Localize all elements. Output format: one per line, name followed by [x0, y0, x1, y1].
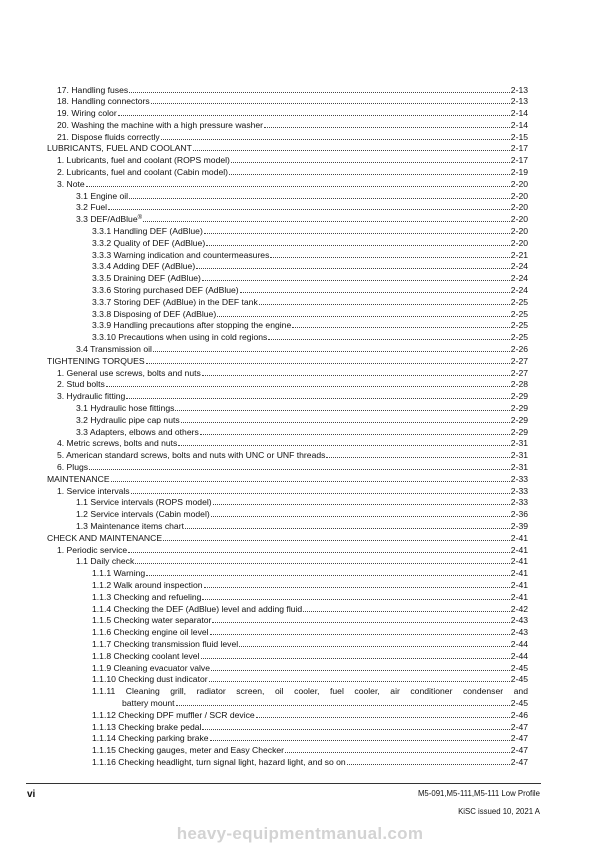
toc-entry[interactable] [47, 497, 528, 509]
toc-entry-page: 2-20 [510, 190, 528, 201]
toc-entry[interactable] [47, 579, 528, 591]
issue-info: KiSC issued 10, 2021 A [458, 807, 540, 816]
toc-entry-page: 2-41 [510, 591, 528, 602]
dot-leader [204, 579, 510, 588]
toc-entry-page: 2-27 [510, 355, 528, 366]
dot-leader [129, 190, 510, 199]
toc-entry-page: 2-39 [510, 520, 528, 531]
toc-entry-title [57, 450, 325, 462]
toc-entry[interactable] [47, 532, 528, 544]
toc-entry[interactable] [47, 308, 528, 320]
toc-entry-title [47, 143, 192, 155]
toc-entry[interactable] [47, 119, 528, 131]
toc-entry-title [92, 332, 267, 344]
toc-entry[interactable] [47, 178, 528, 190]
toc-entry-title-text: MAINTENANCE [47, 473, 110, 484]
toc-entry-title [92, 604, 302, 616]
toc-entry-title [76, 214, 142, 226]
dot-leader [231, 155, 510, 164]
toc-entry-title [76, 202, 107, 214]
toc-entry-page: 2-15 [510, 131, 528, 142]
toc-entry-title [92, 615, 211, 627]
toc-entry-title [92, 580, 203, 592]
toc-entry-page: 2-33 [510, 497, 528, 508]
toc-entry[interactable] [47, 96, 528, 108]
dot-leader [202, 273, 510, 282]
toc-entry-title [57, 486, 130, 498]
dot-leader [185, 520, 510, 529]
dot-leader [209, 674, 510, 683]
dot-leader [143, 214, 510, 223]
toc-entry[interactable] [47, 520, 528, 532]
toc-entry[interactable] [47, 355, 528, 367]
toc-entry-title [92, 757, 346, 769]
toc-entry-title [92, 250, 269, 262]
toc-entry-title [92, 639, 238, 651]
toc-entry-page: 2-47 [510, 733, 528, 744]
toc-entry-title [57, 120, 263, 132]
toc-entry-page: 2-29 [510, 414, 528, 425]
toc-entry[interactable] [47, 320, 528, 332]
toc-entry-page: 2-29 [510, 391, 528, 402]
toc-entry-page: 2-29 [510, 426, 528, 437]
toc-entry[interactable] [47, 261, 528, 273]
toc-entry-page: 2-42 [510, 603, 528, 614]
toc-entry-page: 2-41 [510, 532, 528, 543]
toc-entry[interactable] [47, 733, 528, 745]
toc-entry-title-text: 2. Lubricants, fuel and coolant (Cabin model) [57, 167, 229, 178]
dot-leader [151, 96, 510, 105]
dot-leader [129, 84, 510, 93]
toc-entry-title [57, 179, 85, 191]
dot-leader [347, 756, 510, 765]
toc-entry-title [76, 427, 199, 439]
dot-leader [163, 532, 510, 541]
toc-entry-page: 2-43 [510, 615, 528, 626]
dot-leader [146, 355, 510, 364]
toc-entry-page: 2-31 [510, 450, 528, 461]
dot-leader [106, 379, 510, 388]
toc-entry-page: 2-25 [510, 296, 528, 307]
toc-entry-page: 2-13 [510, 84, 528, 95]
toc-entry[interactable] [47, 249, 528, 261]
toc-entry-title [76, 403, 174, 415]
dot-leader [212, 615, 509, 624]
dot-leader [202, 367, 510, 376]
toc-entry-title [57, 108, 117, 120]
dot-leader [135, 556, 510, 565]
toc-entry-title-text: 3.3.1 Handling DEF (AdBlue) [92, 226, 203, 237]
toc-entry[interactable] [47, 344, 528, 356]
dot-leader [211, 662, 510, 671]
dot-leader [240, 285, 510, 294]
dot-leader [196, 261, 510, 270]
toc-entry[interactable] [47, 638, 528, 650]
toc-entry-title [92, 273, 201, 285]
dot-leader [285, 745, 510, 754]
toc-entry-title [47, 474, 110, 486]
model-list: M5-091,M5-111,M5-111 Low Profile [417, 789, 540, 798]
toc-entry-page: 2-28 [510, 379, 528, 390]
toc-entry-title-text: 18. Handling connectors [57, 96, 150, 107]
dot-leader [146, 568, 510, 577]
toc-entry-title-text: 1.1.10 Checking dust indicator [92, 674, 208, 685]
toc-entry-page: 2-24 [510, 273, 528, 284]
toc-entry-title-text: 1.1 Service intervals (ROPS model) [76, 497, 212, 508]
toc-entry-title [92, 261, 195, 273]
toc-entry-title-text: 1. Service intervals [57, 485, 130, 496]
dot-leader [89, 462, 510, 471]
dot-leader [268, 332, 509, 341]
dot-leader [229, 167, 510, 176]
toc-entry[interactable] [47, 202, 528, 214]
dot-leader [202, 591, 509, 600]
toc-entry-title [76, 497, 212, 509]
dot-leader [86, 178, 510, 187]
toc-entry-page: 2-19 [510, 167, 528, 178]
toc-entry-page: 2-17 [510, 143, 528, 154]
toc-entry[interactable] [47, 237, 528, 249]
toc-entry-title [57, 391, 125, 403]
toc-entry-title [76, 521, 184, 533]
toc-entry[interactable] [47, 403, 528, 415]
toc-entry-title-text: 1.1 Daily check [76, 556, 135, 567]
toc-entry[interactable] [47, 674, 528, 686]
toc-entry[interactable] [47, 367, 528, 379]
dot-leader [217, 308, 510, 317]
toc-entry-title-text: 1.3 Maintenance items chart [76, 520, 184, 531]
toc-entry[interactable] [47, 709, 528, 721]
toc-entry-page: 2-25 [510, 320, 528, 331]
toc-entry[interactable] [47, 603, 528, 615]
toc-entry[interactable] [47, 131, 528, 143]
toc-entry-title-text: 3.3 DEF/AdBlue [76, 214, 138, 225]
toc-entry[interactable] [47, 167, 528, 179]
toc-entry-title-text: 1.1.15 Checking gauges, meter and Easy Checker [92, 745, 285, 756]
toc-entry-title-text: 3.3.2 Quality of DEF (AdBlue) [92, 237, 206, 248]
toc-entry-title [76, 415, 180, 427]
toc-entry[interactable] [47, 332, 528, 344]
toc-entry-page: 2-33 [510, 473, 528, 484]
toc-entry-title [92, 674, 208, 686]
dot-leader [128, 544, 510, 553]
toc-entry-page: 2-29 [510, 403, 528, 414]
dot-leader [118, 108, 510, 117]
dot-leader [161, 131, 510, 140]
toc-entry[interactable] [47, 379, 528, 391]
toc-entry-title [92, 733, 209, 745]
toc-entry-title [92, 722, 201, 734]
toc-entry[interactable] [47, 556, 528, 568]
toc-entry-title-text: 1.1.3 Checking and refueling [92, 591, 202, 602]
toc-entry-title [57, 85, 128, 97]
toc-entry-page: 2-31 [510, 438, 528, 449]
toc-entry-title-text: 1.1.13 Checking brake pedal [92, 721, 202, 732]
toc-entry-title-text: 3.3.8 Disposing of DEF (AdBlue) [92, 308, 217, 319]
toc-entry-title-text: 3.3.3 Warning indication and countermeasures [92, 249, 270, 260]
dot-leader [108, 202, 510, 211]
toc-entry[interactable] [47, 143, 528, 155]
dot-leader [264, 119, 510, 128]
registered-mark: ® [137, 215, 143, 222]
toc-entry[interactable] [47, 462, 528, 474]
toc-entry-title [57, 155, 230, 167]
toc-entry-title [92, 568, 145, 580]
dot-leader [259, 296, 510, 305]
toc-entry-page: 2-13 [510, 96, 528, 107]
toc-entry[interactable] [47, 214, 528, 226]
toc-entry-title [92, 297, 258, 309]
toc-entry-title [92, 651, 200, 663]
toc-entry-title-text: 1.1.1 Warning [92, 568, 146, 579]
toc-entry[interactable] [47, 721, 528, 733]
toc-entry-title [92, 320, 291, 332]
toc-entry-title-text: 3. Hydraulic fitting [57, 391, 126, 402]
toc-entry-title [92, 663, 210, 675]
toc-entry-page: 2-47 [510, 756, 528, 767]
toc-entry[interactable] [47, 226, 528, 238]
toc-entry-page: 2-24 [510, 285, 528, 296]
dot-leader [270, 249, 509, 258]
toc-entry[interactable] [47, 438, 528, 450]
toc-entry[interactable] [47, 662, 528, 674]
dot-leader [256, 709, 510, 718]
toc-entry[interactable] [47, 650, 528, 662]
dot-leader [202, 721, 509, 730]
toc-entry-page: 2-41 [510, 544, 528, 555]
toc-entry-title-text: 3.3 Adapters, elbows and others [76, 426, 199, 437]
toc-entry-title-text: LUBRICANTS, FUEL AND COOLANT [47, 143, 192, 154]
toc-entry-title [92, 592, 201, 604]
toc-entry[interactable] [47, 686, 528, 710]
toc-entry-title-text: 3.3.9 Handling precautions after stopping the engine [92, 320, 292, 331]
toc-entry-page: 2-25 [510, 308, 528, 319]
toc-entry-page: 2-24 [510, 261, 528, 272]
toc-entry[interactable] [47, 84, 528, 96]
toc-entry-title-text: 3.2 Fuel [76, 202, 108, 213]
toc-entry-title-text: 3.4 Transmission oil [76, 344, 152, 355]
dot-leader [239, 638, 510, 647]
toc-entry-page: 2-27 [510, 367, 528, 378]
toc-entry-title-continued: battery mount [122, 697, 175, 708]
dot-leader [206, 237, 510, 246]
toc-entry[interactable] [47, 485, 528, 497]
dot-leader [176, 697, 510, 706]
toc-entry-title [76, 509, 210, 521]
toc-entry-title-text: 4. Metric screws, bolts and nuts [57, 438, 178, 449]
toc-entry[interactable] [47, 155, 528, 167]
toc-entry-page: 2-20 [510, 202, 528, 213]
toc-entry-page: 2-17 [510, 155, 528, 166]
toc-entry-title-text: 1. General use screws, bolts and nuts [57, 367, 201, 378]
toc-entry-page: 2-36 [510, 509, 528, 520]
toc-entry-title-text: 3.3.7 Storing DEF (AdBlue) in the DEF tank [92, 296, 258, 307]
toc-entry[interactable] [47, 756, 528, 768]
toc-entry-page: 2-45 [510, 697, 528, 708]
toc-entry-title [92, 627, 209, 639]
dot-leader [303, 603, 510, 612]
toc-entry[interactable] [47, 591, 528, 603]
dot-leader [326, 450, 509, 459]
toc-entry-title [57, 379, 105, 391]
toc-entry-title-text: 1.1.7 Checking transmission fluid level [92, 638, 239, 649]
toc-entry-title-text: 21. Dispose fluids correctly [57, 131, 160, 142]
toc-entry-page: 2-41 [510, 579, 528, 590]
toc-entry-title-text: 3.1 Hydraulic hose fittings [76, 403, 175, 414]
toc-entry-title [57, 167, 228, 179]
dot-leader [131, 485, 510, 494]
dot-leader [210, 627, 510, 636]
toc-entry-page: 2-20 [510, 178, 528, 189]
toc-entry-title-text: CHECK AND MAINTENANCE [47, 532, 163, 543]
toc-entry-title-text: 1.1.8 Checking coolant level [92, 650, 200, 661]
dot-leader [181, 414, 510, 423]
dot-leader [153, 344, 510, 353]
toc-entry[interactable] [47, 273, 528, 285]
toc-entry[interactable] [47, 414, 528, 426]
toc-entry[interactable] [47, 509, 528, 521]
toc-entry[interactable] [47, 627, 528, 639]
toc-entry-page: 2-33 [510, 485, 528, 496]
page-number: vi [27, 789, 36, 800]
toc-entry[interactable] [47, 473, 528, 485]
toc-entry-title-text: 1.1.12 Checking DPF muffler / SCR device [92, 709, 255, 720]
toc-entry-title [57, 545, 127, 557]
toc-entry-title-text: 20. Washing the machine with a high pressure washer [57, 119, 264, 130]
toc-entry-page: 2-45 [510, 662, 528, 673]
toc-entry[interactable] [47, 745, 528, 757]
table-of-contents [47, 84, 528, 768]
toc-entry[interactable] [47, 615, 528, 627]
toc-entry-title-text: 5. American standard screws, bolts and nuts with UNC or UNF threads [57, 450, 326, 461]
toc-entry-title: 1.1.11 Cleaning grill, radiator screen, oil cooler, fuel cooler, air conditioner condenser and [92, 685, 528, 696]
toc-entry-title-text: 1.1.9 Cleaning evacuator valve [92, 662, 211, 673]
toc-entry-page: 2-21 [510, 249, 528, 260]
toc-entry[interactable] [47, 544, 528, 556]
toc-entry-title [92, 309, 216, 321]
toc-entry-title-text: 17. Handling fuses [57, 84, 129, 95]
toc-entry-title-text: 3.3.6 Storing purchased DEF (AdBlue) [92, 285, 239, 296]
dot-leader [126, 391, 509, 400]
dot-leader [210, 733, 510, 742]
toc-entry-title [92, 285, 239, 297]
toc-entry-page: 2-14 [510, 119, 528, 130]
toc-entry-title [47, 533, 162, 545]
toc-entry-title-text: 3.2 Hydraulic pipe cap nuts [76, 414, 180, 425]
dot-leader [204, 226, 510, 235]
toc-entry-title-text: 3.1 Engine oil [76, 190, 129, 201]
toc-entry-title-text: TIGHTENING TORQUES [47, 355, 145, 366]
toc-entry-page: 2-20 [510, 237, 528, 248]
toc-entry-title [47, 356, 145, 368]
toc-entry-title [76, 191, 128, 203]
toc-entry-title-text: 1.1.5 Checking water separator [92, 615, 212, 626]
toc-entry-page: 2-41 [510, 556, 528, 567]
toc-entry-page: 2-45 [510, 674, 528, 685]
toc-entry-page: 2-44 [510, 650, 528, 661]
toc-entry[interactable] [47, 296, 528, 308]
dot-leader [175, 403, 509, 412]
toc-entry-page: 2-20 [510, 214, 528, 225]
dot-leader [213, 497, 510, 506]
dot-leader [211, 509, 510, 518]
toc-entry-title-text: 1.1.16 Checking headlight, turn signal light, hazard light, and so on [92, 756, 346, 767]
toc-entry-title-text: 1.1.14 Checking parking brake [92, 733, 209, 744]
toc-entry-title-text: 3.3.10 Precautions when using in cold regions [92, 332, 268, 343]
toc-entry-title-text: 3. Note [57, 178, 85, 189]
toc-entry-title-text: 3.3.5 Draining DEF (AdBlue) [92, 273, 201, 284]
toc-entry[interactable] [47, 391, 528, 403]
toc-entry-title [92, 238, 205, 250]
dot-leader [193, 143, 510, 152]
toc-entry-title [57, 368, 201, 380]
dot-leader [111, 473, 510, 482]
footer-divider [26, 783, 541, 784]
dot-leader [292, 320, 510, 329]
toc-entry[interactable] [47, 190, 528, 202]
dot-leader [201, 650, 510, 659]
toc-entry-title [57, 438, 177, 450]
toc-entry-page: 2-26 [510, 344, 528, 355]
toc-entry-title [57, 96, 150, 108]
toc-entry-page: 2-41 [510, 568, 528, 579]
toc-entry-title [92, 226, 203, 238]
dot-leader [200, 426, 510, 435]
toc-entry-title-text: 1.1.6 Checking engine oil level [92, 627, 209, 638]
toc-entry[interactable] [47, 450, 528, 462]
dot-leader [178, 438, 509, 447]
toc-entry-title-text: 1.2 Service intervals (Cabin model) [76, 509, 210, 520]
toc-entry[interactable] [47, 285, 528, 297]
toc-entry-page: 2-44 [510, 638, 528, 649]
toc-entry-title-text: 1.1.2 Walk around inspection [92, 579, 203, 590]
toc-entry-page: 2-25 [510, 332, 528, 343]
toc-entry-title [92, 745, 284, 757]
toc-entry-title-text: 1.1.4 Checking the DEF (AdBlue) level and adding fluid [92, 603, 303, 614]
toc-entry-page: 2-14 [510, 108, 528, 119]
toc-entry-title [76, 556, 134, 568]
toc-entry-title-text: 3.3.4 Adding DEF (AdBlue) [92, 261, 196, 272]
watermark: heavy-equipmentmanual.com [176, 824, 424, 843]
toc-entry-page: 2-47 [510, 745, 528, 756]
toc-entry-title-text: 6. Plugs [57, 462, 89, 472]
toc-entry-page: 2-46 [510, 709, 528, 720]
toc-entry[interactable] [47, 426, 528, 438]
toc-entry-page: 2-31 [510, 462, 528, 472]
toc-entry-page: 2-20 [510, 226, 528, 237]
toc-entry[interactable] [47, 108, 528, 120]
toc-entry-title-text: 1. Periodic service [57, 544, 128, 555]
toc-entry-title-text: 1. Lubricants, fuel and coolant (ROPS model) [57, 155, 230, 166]
toc-entry-page: 2-47 [510, 721, 528, 732]
toc-entry[interactable] [47, 568, 528, 580]
toc-entry-title [76, 344, 152, 356]
toc-entry-title [92, 710, 255, 722]
toc-entry-page: 2-43 [510, 627, 528, 638]
toc-entry-title [57, 462, 88, 474]
toc-entry-title-text: 19. Wiring color [57, 108, 117, 119]
toc-entry-title-text: 2. Stud bolts [57, 379, 105, 390]
toc-entry-title [57, 132, 160, 144]
